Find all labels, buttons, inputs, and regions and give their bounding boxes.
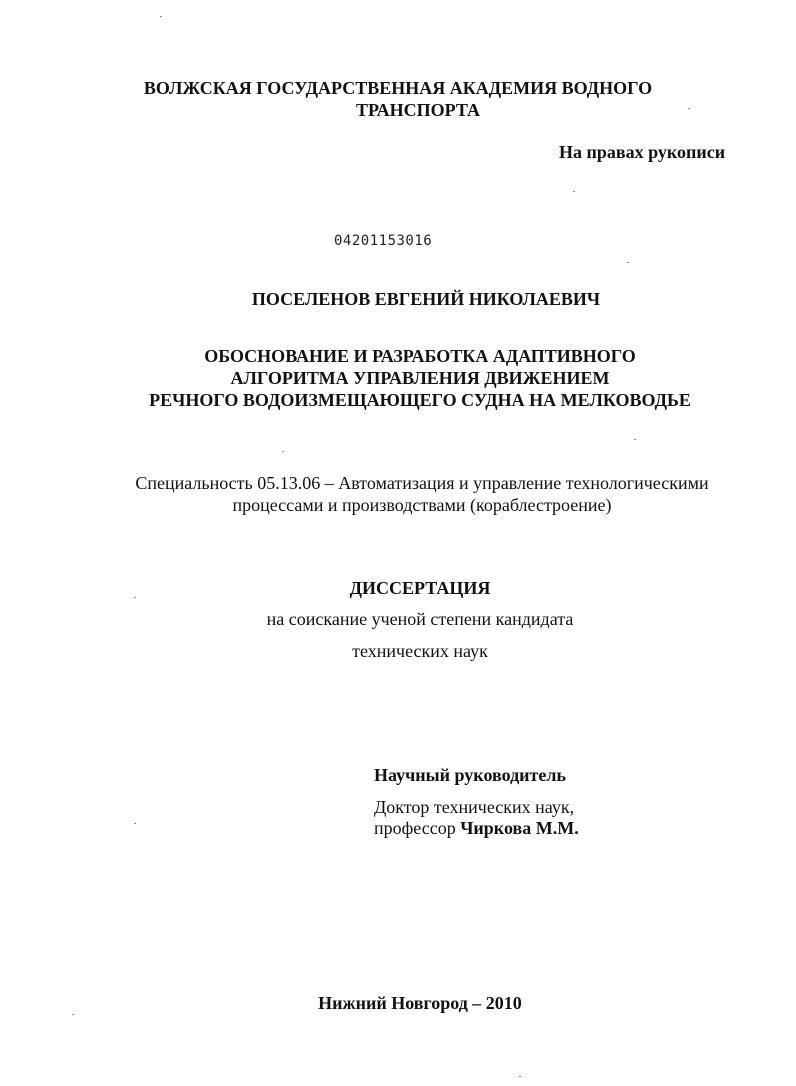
supervisor-name: Чиркова М.М. (460, 818, 579, 838)
place-and-year: Нижний Новгород – 2010 (318, 993, 522, 1013)
supervisor-heading: Научный руководитель (374, 765, 566, 785)
title-line1: ОБОСНОВАНИЕ И РАЗРАБОТКА АДАПТИВНОГО (204, 346, 636, 366)
registration-number: 04201153016 (334, 233, 433, 249)
document-type-heading: ДИССЕРТАЦИЯ (349, 578, 491, 598)
degree-line2: технических наук (352, 641, 488, 661)
supervisor-degree: Доктор технических наук, (374, 797, 575, 817)
scan-speck (282, 451, 284, 452)
degree-line1: на соискание ученой степени кандидата (266, 609, 574, 629)
scan-speck (627, 262, 629, 263)
scan-speck (134, 823, 136, 824)
manuscript-rights-label: На правах рукописи (559, 142, 726, 162)
supervisor-title (374, 817, 579, 839)
specialty-line1: Специальность 05.13.06 – Автоматизация и управление технологическими (135, 473, 709, 493)
specialty-line2: процессами и производствами (кораблестроение) (232, 495, 612, 515)
scan-speck (72, 1014, 74, 1015)
scan-speck (519, 1076, 521, 1077)
institution-name-line1: ВОЛЖСКАЯ ГОСУДАРСТВЕННАЯ АКАДЕМИЯ ВОДНОГО (143, 78, 653, 98)
scan-speck (134, 597, 136, 598)
institution-name-line2: ТРАНСПОРТА (355, 100, 481, 120)
scan-speck (160, 16, 162, 17)
scan-speck (634, 439, 636, 440)
author-name: ПОСЕЛЕНОВ ЕВГЕНИЙ НИКОЛАЕВИЧ (251, 289, 601, 309)
title-line2: АЛГОРИТМА УПРАВЛЕНИЯ ДВИЖЕНИЕМ (230, 368, 610, 388)
scan-speck (688, 108, 690, 109)
supervisor-rank: профессор (374, 818, 456, 838)
title-line3: РЕЧНОГО ВОДОИЗМЕЩАЮЩЕГО СУДНА НА МЕЛКОВОДЬЕ (149, 390, 691, 410)
scan-speck (573, 191, 575, 192)
